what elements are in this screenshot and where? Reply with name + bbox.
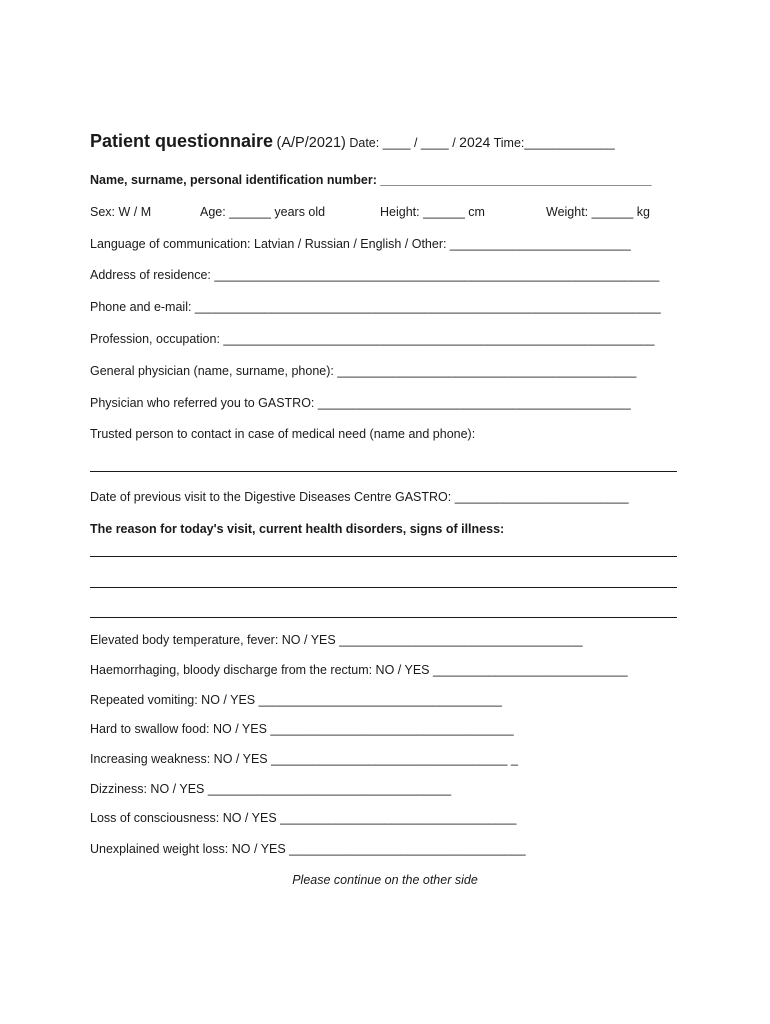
- symptom-swallowing[interactable]: Hard to swallow food: NO / YES ___________________________________: [90, 722, 514, 736]
- visit-reason-line[interactable]: [90, 617, 677, 618]
- form-code: (A/P/2021): [276, 135, 346, 151]
- symptom-haemorrhaging[interactable]: Haemorrhaging, bloody discharge from the rectum: NO / YES ____________________________: [90, 663, 628, 677]
- general-physician-field[interactable]: General physician (name, surname, phone): ___________________________________________: [90, 364, 637, 378]
- symptom-fever[interactable]: Elevated body temperature, fever: NO / YES ___________________________________: [90, 633, 583, 647]
- title-line: [90, 133, 680, 151]
- name-field[interactable]: Name, surname, personal identification number: _______________________________________: [90, 173, 652, 187]
- visit-reason-line[interactable]: [90, 587, 677, 588]
- year-value: 2024: [459, 134, 491, 150]
- phone-email-field[interactable]: Phone and e-mail: ___________________________________________________________________: [90, 300, 661, 314]
- continue-note: Please continue on the other side: [292, 873, 478, 887]
- symptom-weight-loss[interactable]: Unexplained weight loss: NO / YES __________________________________: [90, 842, 526, 856]
- symptom-vomiting[interactable]: Repeated vomiting: NO / YES ___________________________________: [90, 693, 502, 707]
- page-title: Patient questionnaire: [90, 131, 274, 151]
- language-field[interactable]: Language of communication: Latvian / Russian / English / Other: __________________________: [90, 237, 631, 251]
- previous-visit-field[interactable]: Date of previous visit to the Digestive Diseases Centre GASTRO: _________________________: [90, 490, 629, 504]
- time-field[interactable]: Time:_____________: [493, 136, 615, 150]
- weight-field[interactable]: Weight: ______ kg: [546, 205, 651, 219]
- address-field[interactable]: Address of residence: ________________________________________________________________: [90, 268, 660, 282]
- trusted-person-line[interactable]: [90, 471, 677, 472]
- symptom-dizziness[interactable]: Dizziness: NO / YES ___________________________________: [90, 782, 452, 796]
- visit-reason-label: The reason for today's visit, current health disorders, signs of illness:: [90, 522, 505, 536]
- symptom-loss-of-consciousness[interactable]: Loss of consciousness: NO / YES __________________________________: [90, 811, 517, 825]
- height-field[interactable]: Height: ______ cm: [380, 205, 485, 219]
- date-field[interactable]: Date: ____ / ____ /: [349, 136, 456, 150]
- symptom-weakness[interactable]: Increasing weakness: NO / YES __________________________________ _: [90, 752, 518, 766]
- profession-field[interactable]: Profession, occupation: ______________________________________________________________: [90, 332, 655, 346]
- visit-reason-line[interactable]: [90, 556, 677, 557]
- sex-field[interactable]: Sex: W / M: [90, 205, 152, 219]
- age-field[interactable]: Age: ______ years old: [200, 205, 326, 219]
- trusted-person-label: Trusted person to contact in case of medical need (name and phone):: [90, 427, 476, 441]
- referring-physician-field[interactable]: Physician who referred you to GASTRO: _____________________________________________: [90, 396, 631, 410]
